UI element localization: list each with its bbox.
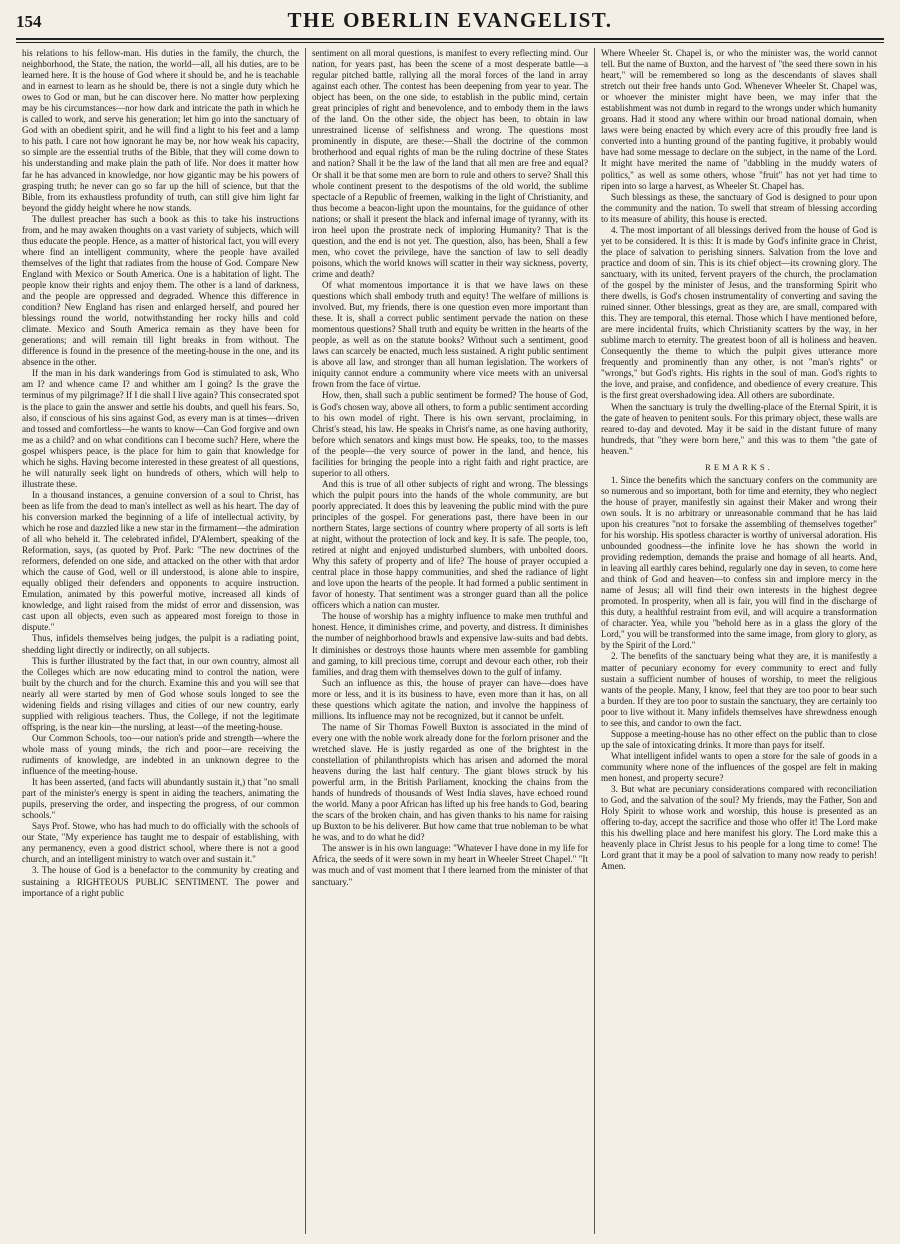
paragraph: Such blessings as these, the sanctuary of God is designed to pour upon the community and the nation. To swell that stream of blessing according to its measure of ability, this house is erected. xyxy=(601,191,877,224)
paragraph: The house of worship has a mighty influence to make men truthful and honest. Hence, it diminishes crime, and poverty, and distress. It diminishes the number of neighborhood brawls and expensive law-suits and bad debts. It diminishes or destroys those haunts where men assemble for gambling and gaming, to kill precious time, corrupt and devour each other, rob their families, and drag them with themselves down to the gulf of infamy. xyxy=(312,611,588,677)
remarks-paragraph: 2. The benefits of the sanctuary being what they are, it is manifestly a matter of pecuniary economy for every community to erect and fully sustain a sufficient number of houses of worship, to meet the religious wants of the people. Many, I know, feel that they are too poor to bear such a burden. If they are too poor to sustain the sanctuary, they are certainly too poor to live without it. Many infidels themselves have shrewdness enough to see this, and candor to own the fact. xyxy=(601,651,877,728)
paragraph: 3. The house of God is a benefactor to the community by creating and sustaining a RIGHTEOUS PUBLIC SENTIMENT. The power and importance of a right public xyxy=(22,865,299,898)
paragraph: Such an influence as this, the house of prayer can have—does have more or less, and it is its business to have, even more than it has, on all these questions which agitate the nation, and involve the happiness of millions. Its influence may not be recognized, but it cannot be unfelt. xyxy=(312,677,588,721)
text-columns xyxy=(16,48,884,1234)
paragraph: Of what momentous importance it is that we have laws on these questions which shall embody truth and equity! The welfare of millions is involved. But, my friends, there is one question even more important than these. It is, shall a correct public sentiment pervade the nation on these momentous questions? Shall truth and equity be written in the hearts of the people, as well as on the statute books? Without such a sentiment, good laws can scarcely be enacted, much less sustained. A right public sentiment is above all law, and stronger than all human legislation. The workers of iniquity cannot endure a community where vice meets with an universal frown from the face of virtue. xyxy=(312,279,588,390)
paragraph: Our Common Schools, too—our nation's pride and strength—where the whole mass of young minds, the rich and poor—are receiving the rudiments of knowledge, are indebted in an unknown degree to the influence of the meeting-house. xyxy=(22,732,299,777)
remarks-paragraph: 3. But what are pecuniary considerations compared with reconciliation to God, and the salvation of the soul? My friends, may the Father, Son and Holy Spirit to whose work and worship, this house is presented as an offering to-day, accept the sacrifice and those who offer it! The Lord make this his dwelling place and here manifest his glory. The Lord make this a heavenly place in Christ Jesus to his people for a long time to come! The Lord grant that it may be a pool of salvation to many now ready to perish! Amen. xyxy=(601,784,877,872)
paragraph: The dullest preacher has such a book as this to take his instructions from, and he may awaken thoughts on a vast variety of subjects, which will thus educate the people. Hence, as a matter of historical fact, you will every where find an intelligent community, where the people have availed themselves of the light that radiates from the house of God. Compare New England with Mexico or South America. One is a habitation of light. The people know their rights and enjoy them. The other is a land of darkness, and the people are oppressed and degraded. Whence this difference in condition? New England has risen and enlarged herself, and poured her blessings round the world, notwithstanding her rocky hills and cold climate. Mexico and South America remain as they have been for generations; and will remain till light breaks in from without. The difference is found in the presence of the meeting-house in the one, and its absence in the other. xyxy=(22,213,299,368)
paragraph: If the man in his dark wanderings from God is stimulated to ask, Who am I? and whence came I? and whither am I going? Is the grave the terminus of my pilgrimage? If I die shall I live again? This consecrated spot is the place to gain the answer and settle his doubts, and quell his fears. So, also, if conscious of his sins against God, as every man is at times—driven and tossed and comfortless—he wants to know—Can God forgive and own me as a child? and on what conditions can I become such? Here, where the gospel whispers peace, is the place for him to gain that knowledge for which he sighs. Having become interested in these greatest of all questions, he will naturally seek light on hundreds of others, which will help to illustrate these. xyxy=(22,368,299,489)
column-3 xyxy=(594,48,883,1234)
paragraph: This is further illustrated by the fact that, in our own country, almost all the Colleges which are now educating mind to control the nation, were built by the church and for the church. Examine this and you will see that nearly all were started by men of God whose souls longed to see the widening fields and rising villages and cities of our new country, early supplied with religious teachers. Thus, the College, if not the legitimate offspring, is the near kin—the nursling, at least—of the meeting-house. xyxy=(22,655,299,732)
paragraph: Thus, infidels themselves being judges, the pulpit is a radiating point, shedding light directly or indirectly, on all subjects. xyxy=(22,633,299,655)
paragraph: In a thousand instances, a genuine conversion of a soul to Christ, has been as life from the dead to man's intellect as well as his heart. The day of his conversion marked the beginning of a life of intellectual activity, by which he rose and dazzled like a new star in the firmament—the admiration of all who beheld it. The celebrated infidel, D'Alembert, speaking of the Reformation, says, (as quoted by Prof. Park: "The new doctrines of the reformers, defended on one side, and attacked on the other with that ardor which the cause of God, well or ill understood, is alone able to inspire, equally obliged their defenders and opponents to acquire instruction. Emulation, animated by this powerful motive, increased all kinds of knowledge, and light raised from the midst of error and dissension, was cast upon all objects, even such as appeared most foreign to those in dispute." xyxy=(22,489,299,633)
paragraph: 4. The most important of all blessings derived from the house of God is yet to be considered. It is this: It is made by God's infinite grace in Christ, the place of salvation to perishing sinners. Salvation from the love and practice and doom of sin. This is its chief object—its crowning glory. The sanctuary, with its united, fervent prayers of the church, the proclamation of the gospel by the minister of Jesus, and the transforming Spirit who there dwells, is God's chosen instrumentality of converting and saving the ruined sinner. Other blessings, great as they are, are small, compared with this. They are temporal, this eternal. Those which I have mentioned before, are mere incidental fruits, which Christianity scatters by the way, in her sublime march to eternity. The greatest boon of all is holiness and heaven. Consequently the theme to which the pulpit gives utterance more frequently and prominently than any other, is not "man's rights" or "wrongs," but God's rights. His rights in the soul of man. God's rights to the love, and praise, and confidence, and obedience of every creature. This is the first great overshadowing idea. All others are subordinate. xyxy=(601,224,877,401)
remarks-paragraph: 1. Since the benefits which the sanctuary confers on the community are so numerous and so important, both for time and eternity, they who neglect the house of prayer, manifestly sin against their Maker and wrong their own souls. It is no arbitrary or unreasonable command that he has laid upon his creatures "not to forsake the assembling of themselves together" for his worship. His spotless character is worthy of universal adoration. His unbounded goodness—the infinite love he has shown the world in providing redemption, demands the praise and homage of all hearts. And, in leaving all earthly cares behind, regularly one day in seven, to come here and think of God and heaven—to confess sin and implore mercy in the name of Jesus; all will find their own interests in the highest degree promoted. In prosperity, when all is fair, you will find in the discharge of this duty, a healthful restraint from evil, and will acquire a transformation of character. Yea, while you "behold here as in a glass the glory of the Lord," you will be transformed into the same image, from glory to glory, as by the Spirit of the Lord." xyxy=(601,474,877,651)
paragraph: When the sanctuary is truly the dwelling-place of the Eternal Spirit, it is the gate of heaven to penitent souls. For this primary object, these walls are reared to-day and devoted. May it be said in the distant future of many hundreds, that "they were born here," and this was to them "the gate of heaven." xyxy=(601,401,877,456)
paragraph: And this is true of all other subjects of right and wrong. The blessings which the pulpit pours into the hands of the whole community, are but poorly appreciated. It does this by leavening the public mind with the pure principles of the gospel. For generations past, there have been in our northern States, large sections of country where property of all sorts is left at night, without the protection of lock and key. It is safe. The people, too, retired at night and enjoyed undisturbed slumbers, with unbolted doors. Why this safety of property and of life? The house of prayer occupied a central place in those happy communities, and shed the radiance of light and love upon the hearts of the people. It had formed a public sentiment in favor of honesty. That sentiment was a stronger guard than all the police officers which a nation can muster. xyxy=(312,478,588,611)
paragraph: How, then, shall such a public sentiment be formed? The house of God, is God's chosen way, above all others, to form a public sentiment according to his own model of right. There is his own servant, proclaiming, in Christ's stead, his law. He speaks in Christ's name, as one having authority, before which senators and kings must bow. He speaks, too, to the masses of the people—the very source of power in the land, and hence, his facilities for bringing the people into a right faith and right practice, are superior to all others. xyxy=(312,390,588,478)
remarks-paragraph: Suppose a meeting-house has no other effect on the public than to close up the sale of intoxicating drinks. It more than pays for itself. xyxy=(601,728,877,750)
journal-title: THE OBERLIN EVANGELIST. xyxy=(287,8,613,32)
column-1 xyxy=(16,48,305,1234)
paragraph: The name of Sir Thomas Fowell Buxton is associated in the mind of every one with the noble work already done for the forlorn prisoner and the wretched slave. He is justly regarded as one of the brightest in the constellation of philanthropists which has arisen and adorned the moral heavens during the last half century. The giant blows struck by his powerful arm, in the British Parliament, knocking the chains from the hands of hundreds of thousands of West India slaves, have echoed round the world. Many a poor African has lifted up his free hands to God, bearing the scars of the broken chain, and has given thanks to his name for raising up Buxton to be his deliverer. But how came that true nobleman to be what he was, and to do what he did? xyxy=(312,721,588,843)
column-2 xyxy=(305,48,594,1234)
paragraph: his relations to his fellow-man. His duties in the family, the church, the neighborhood, the State, the nation, the world—all, all his duties, are to be learned here. It is the house of God where it should be, and he is teachable and in earnest to learn as he should be, there is not a single duty which he owes to God or man, but he can discover here. No matter how perplexing may be his circumstances—nor how dark and intricate the path in which he is called to work, and serve his generation; let him go into the sanctuary of God with an obedient spirit, and he will find a light to his feet and a lamp to his path. I care not how ignorant he may be, nor how weak his capacity, so simple are the essential truths of the Bible, that they will come down to his understanding and make plain the path of life. Nor does it matter how far he has advanced in knowledge, nor how gigantic may be his powers of grasping truth; he never can go so far up the hill of science, but that the Bible, from its exhaustless profundity of truth, can still give him light far beyond the giddy height where he now stands. xyxy=(22,48,299,213)
remarks-heading: REMARKS. xyxy=(705,461,773,472)
paragraph: The answer is in his own language: "Whatever I have done in my life for Africa, the seeds of it were sown in my heart in Wheeler Street Chapel." "It was much and of vast moment that I there learned from the minister of that sanctuary." xyxy=(312,843,588,887)
masthead xyxy=(16,8,884,36)
paragraph: It has been asserted, (and facts will abundantly sustain it,) that "no small part of the minister's energy is spent in aiding the teachers, animating the pupils, preserving the order, and inspecting the progress, of our common schools." xyxy=(22,777,299,821)
page-number: 154 xyxy=(16,12,42,31)
paragraph: Where Wheeler St. Chapel is, or who the minister was, the world cannot tell. But the name of Buxton, and the harvest of "the seed there sown in his heart," will be remembered so long as the descendants of slaves shall stretch out their free hands unto God. Whenever Wheeler St. Chapel was, or whoever the minister might have been, we may infer that the establishment was not dumb in regard to the wrongs under which humanity groans. Had it stood any where within our broad national domain, when laws were being enacted by which every acre of this proudly free land is converted into a hunting ground of the panting fugitive, it probably would have had some message to declare on the subject, in the name of the Lord. It might have merited the name of "dabbling in the muddy waters of politics," as well as some others, whose "fruit" has not yet had time to ripen into so large a harvest, as Wheeler St. Chapel has. xyxy=(601,48,877,191)
header-rule xyxy=(16,38,884,43)
paragraph: Says Prof. Stowe, who has had much to do officially with the schools of our State, "My experience has taught me to despair of establishing, with any permanency, even a good district school, where there is not a good church, and an intelligent ministry to watch over and sustain it." xyxy=(22,821,299,865)
paragraph: sentiment on all moral questions, is manifest to every reflecting mind. Our nation, for years past, has been the scene of a most desperate battle—a regular pitched battle, rallying all the moral forces of the land in array against each other. The contest has been deepening from year to year. The object has been, on the one side, to establish in the public mind, certain great principles of right and benevolence, and to embody them in the laws of the land. On the other side, the object has been, to obtain in law unrestrained license of selfishness and wrong. The questions most prominently in dispute, are these:—Shall the doctrine of the common brotherhood and equal rights of man be the ruling doctrine of these States and nation? Shall it be the law of the land that all men are free and equal? Or shall it be that some men are born to rule and others to serve? Shall this whole continent present to the despotisms of the old world, the sublime spectacle of a Republic of freemen, walking in the light of Christianity, and thus become a beacon-light upon the mountains, for the guidance of other nations; or shall it present the black and infernal image of tyranny, with its iron heel upon the prostrate neck of imploring Humanity? That is the question, and the end is not yet. The question, also, has been, Shall a few men, who covet the privilege, have the sanction of law to sell deadly poisons, which the world knows will scatter in their way sickness, poverty, crime and death? xyxy=(312,48,588,279)
remarks-paragraph: What intelligent infidel wants to open a store for the sale of goods in a community where none of the influences of the gospel are felt in making men honest, and property secure? xyxy=(601,750,877,783)
